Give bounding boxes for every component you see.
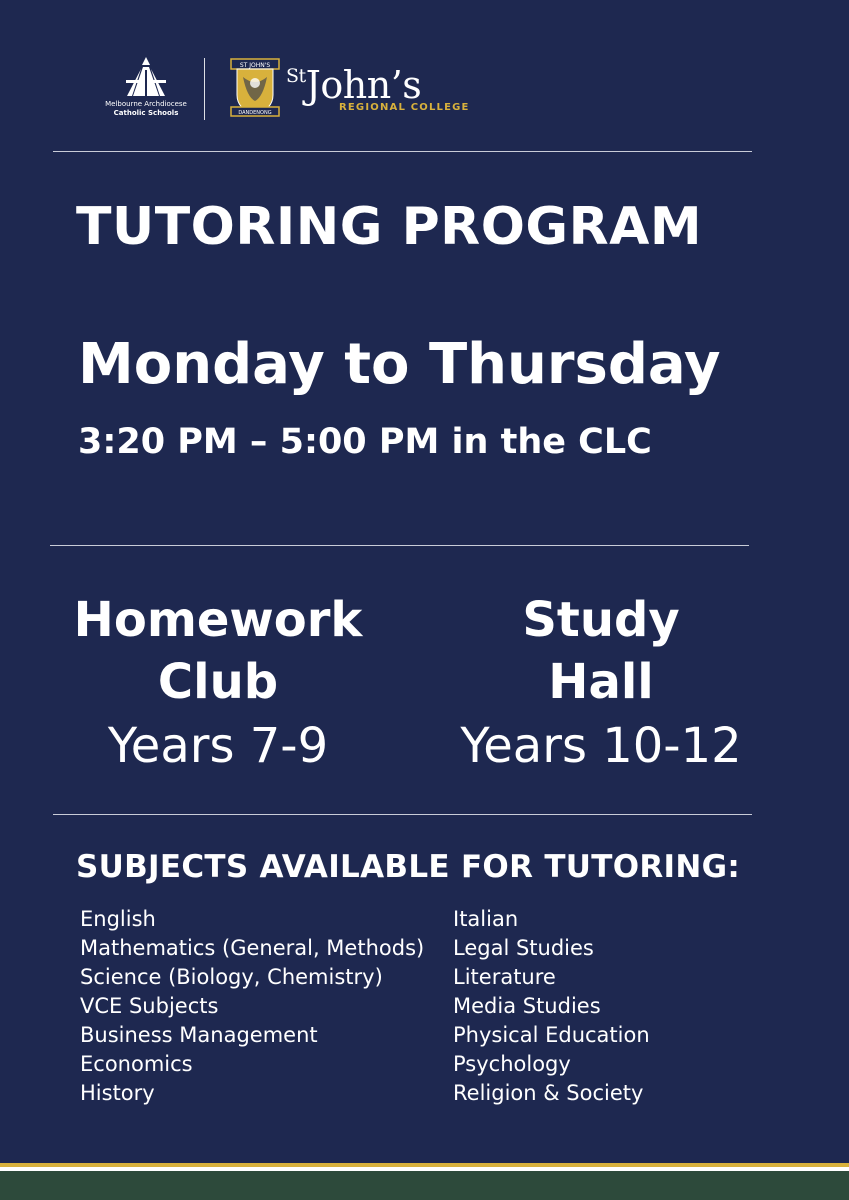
program-years: Years 10-12 [460,718,742,774]
program-name-line2: Club [157,654,279,710]
subject-item: English [80,907,156,931]
program-years: Years 7-9 [107,718,329,774]
subject-item: Mathematics (General, Methods) [80,936,425,960]
page-title: TUTORING PROGRAM [76,197,703,257]
footer-band [0,1171,849,1200]
macs-name-line1: Melbourne Archdiocese [105,100,187,108]
subject-item: Religion & Society [453,1081,644,1105]
subjects-list-right [453,905,650,1108]
program-name-line1: Study [522,592,680,648]
college-name-prefix: St [286,65,306,87]
subjects-list-left [80,905,424,1108]
subject-item: Physical Education [453,1023,650,1047]
schedule-days: Monday to Thursday [78,332,721,397]
program-name-line2: Hall [548,654,654,710]
subject-item: Literature [453,965,556,989]
program-study-hall [445,589,757,777]
program-homework-club [63,589,373,777]
divider-middle [50,545,749,546]
subject-item: Business Management [80,1023,318,1047]
macs-cross-logo-icon [123,56,169,98]
subject-item: History [80,1081,155,1105]
college-crest-icon [229,57,281,119]
macs-logo [96,56,196,118]
program-name-line1: Homework [73,592,363,648]
logo-divider [204,58,205,120]
divider-bottom [53,814,752,815]
subjects-heading: SUBJECTS AVAILABLE FOR TUTORING: [76,849,741,885]
subject-item: Media Studies [453,994,601,1018]
college-name-main: John’s [305,63,422,107]
schedule-time: 3:20 PM – 5:00 PM in the CLC [78,422,652,462]
college-crest [229,57,281,123]
divider-top [53,151,752,152]
college-subtitle: REGIONAL COLLEGE [339,102,470,113]
crest-bottom-text: DANDENONG [238,110,272,116]
crest-top-text: ST JOHN'S [239,62,271,69]
college-name [286,54,421,107]
subject-item: Italian [453,907,519,931]
subject-item: VCE Subjects [80,994,219,1018]
macs-name-line2: Catholic Schools [113,109,179,117]
subject-item: Economics [80,1052,193,1076]
subject-item: Legal Studies [453,936,594,960]
subject-item: Psychology [453,1052,571,1076]
subject-item: Science (Biology, Chemistry) [80,965,383,989]
